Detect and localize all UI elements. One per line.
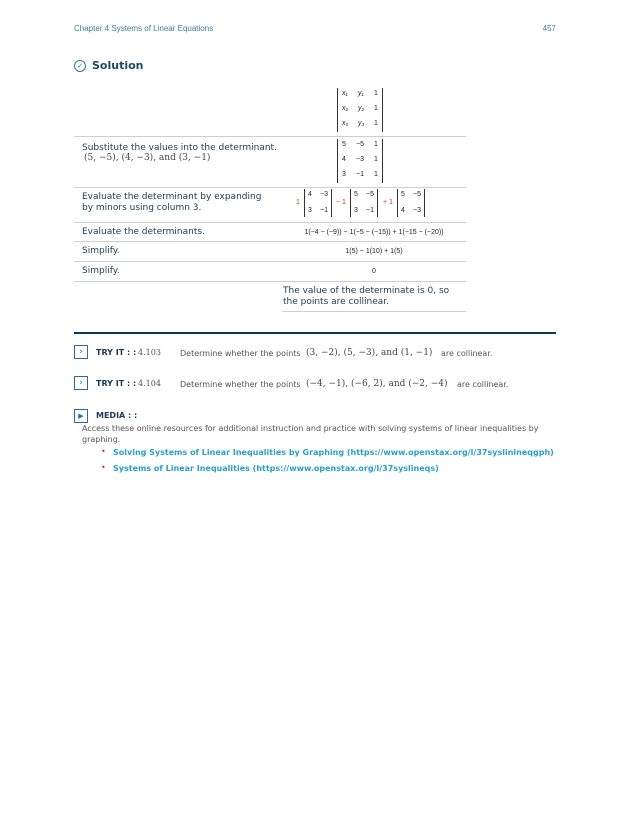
minor-coefficient: + 1 (383, 199, 393, 206)
media-intro: Access these online resources for additional instruction and practice with solving systems of linear inequalities by graphing. (82, 424, 539, 444)
try-it-points: (−4, −1), (−6, 2), and (−2, −4) (306, 379, 448, 389)
det-cell: 1 (374, 156, 378, 163)
det-cell: −3 (356, 156, 364, 163)
step-label: Simplify. (82, 266, 120, 276)
det-cell: 5 (354, 191, 358, 198)
det-cell: y₁ (358, 90, 364, 97)
det-cell: 1 (374, 171, 378, 178)
minor-determinant (350, 189, 378, 217)
try-it-label: TRY IT : : (96, 379, 137, 388)
substituted-determinant (337, 139, 383, 183)
minor-determinant (397, 189, 425, 217)
det-cell: 3 (354, 207, 358, 214)
det-cell: y₂ (358, 105, 365, 112)
conclusion-text: The value of the determinate is 0, so the points are collinear. (283, 286, 450, 307)
det-cell: 1 (374, 120, 378, 127)
bullet-icon: • (101, 463, 106, 472)
det-cell: −1 (356, 171, 364, 178)
minor-determinant (304, 189, 332, 217)
play-icon[interactable]: ▶ (74, 409, 88, 423)
step-label: Evaluate the determinant by expanding by minors using column 3. (82, 192, 262, 213)
minor-coefficient: − 1 (336, 199, 346, 206)
page-number: 457 (542, 24, 556, 33)
step-value: 1(5) − 1(10) + 1(5) (345, 248, 403, 255)
bullet-icon: • (101, 447, 106, 456)
det-cell: 5 (401, 191, 405, 198)
check-circle-icon: ✓ (74, 60, 86, 72)
det-cell: 3 (342, 171, 346, 178)
media-link-systems[interactable]: Systems of Linear Inequalities (https://www.openstax.org/l/37syslineqs) (113, 464, 439, 473)
det-cell: −5 (356, 141, 364, 148)
try-it-text-end: are collinear. (441, 349, 493, 358)
det-cell: 1 (374, 141, 378, 148)
det-cell: −1 (366, 207, 374, 214)
try-it-number: 4.103 (138, 348, 161, 357)
chapter-header: Chapter 4 Systems of Linear Equations (74, 24, 214, 33)
det-cell: 4 (308, 191, 312, 198)
try-it-text: Determine whether the points (180, 349, 301, 358)
det-cell: 3 (308, 207, 312, 214)
solution-title: Solution (92, 59, 144, 72)
chevron-right-icon[interactable]: › (74, 376, 88, 390)
section-divider (74, 332, 556, 334)
general-determinant (337, 88, 383, 132)
det-cell: 4 (342, 156, 346, 163)
det-cell: x₂ (342, 105, 349, 112)
try-it-points: (3, −2), (5, −3), and (1, −1) (306, 348, 433, 358)
det-cell: 1 (374, 105, 378, 112)
media-title: MEDIA : : (96, 411, 138, 420)
det-cell: x₁ (342, 90, 348, 97)
chevron-right-icon[interactable]: › (74, 345, 88, 359)
media-link-graphing[interactable]: Solving Systems of Linear Inequalities by Graphing (https://www.openstax.org/l/37syslinineqgph) (113, 448, 554, 457)
step-label: Simplify. (82, 246, 120, 256)
step-label: Evaluate the determinants. (82, 227, 205, 237)
try-it-text-end: are collinear. (457, 380, 509, 389)
step-label: Substitute the values into the determinant. (82, 143, 277, 153)
try-it-number: 4.104 (138, 379, 161, 388)
step-value: 1(−4 − (−9)) − 1(−5 − (−15)) + 1(−15 − (−20)) (304, 229, 444, 236)
det-cell: 4 (401, 207, 405, 214)
try-it-text: Determine whether the points (180, 380, 301, 389)
det-cell: x₃ (342, 120, 349, 127)
det-cell: −5 (366, 191, 374, 198)
det-cell: y₃ (358, 120, 365, 127)
det-cell: −5 (413, 191, 421, 198)
try-it-label: TRY IT : : (96, 348, 137, 357)
det-cell: 5 (342, 141, 346, 148)
step-value: 0 (372, 268, 376, 275)
det-cell: 1 (374, 90, 378, 97)
minor-coefficient: 1 (296, 199, 300, 206)
det-cell: −3 (320, 191, 328, 198)
det-cell: −3 (413, 207, 421, 214)
det-cell: −1 (320, 207, 328, 214)
points-list: (5, −5), (4, −3), and (3, −1) (84, 153, 211, 163)
